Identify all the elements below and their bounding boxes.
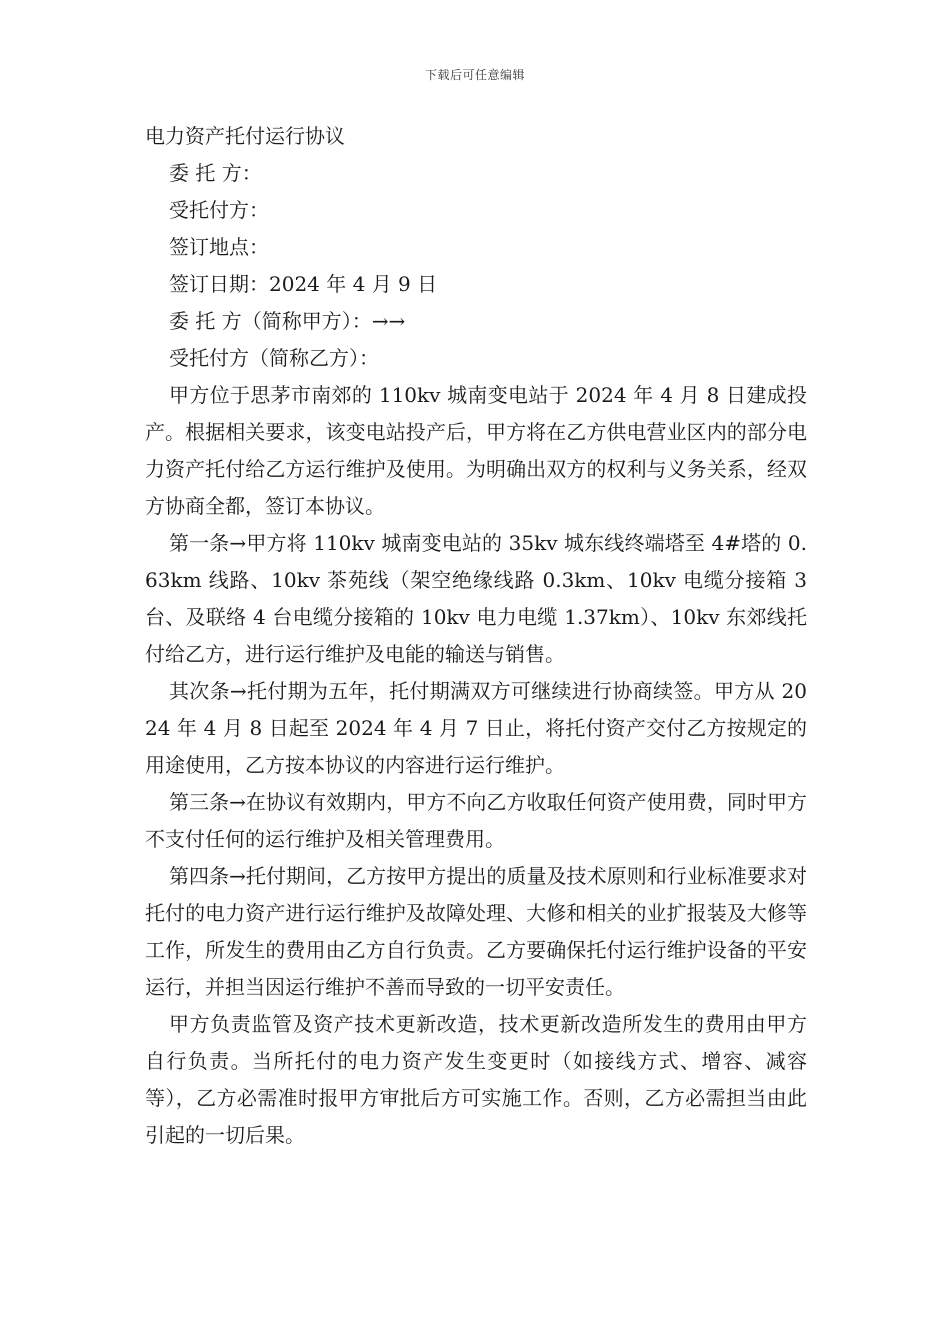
document-title: 电力资产托付运行协议 (145, 124, 345, 148)
field-party-b (145, 340, 807, 377)
field-entrusted-party (145, 192, 807, 229)
field-label: 受托付方： (169, 198, 269, 222)
field-value: 2024 年 4 月 9 日 (269, 272, 438, 296)
paragraph-article-2: 其次条→托付期为五年，托付期满双方可继续进行协商续签。甲方从 2024 年 4 月 8 日起至 2024 年 4 月 7 日止，将托付资产交付乙方按规定的用途使用，乙方按本协议的内容进行运行维护。 (145, 679, 807, 777)
header-note: 下载后可任意编辑 (424, 68, 525, 82)
field-label: 签订地点： (169, 235, 269, 259)
field-label: 委 托 方（简称甲方）： (169, 309, 372, 333)
field-value: →→ (371, 309, 406, 333)
paragraph-article-1: 第一条→甲方将 110kv 城南变电站的 35kv 城东线终端塔至 4#塔的 0.63km 线路、10kv 茶苑线（架空绝缘线路 0.3km、10kv 电缆分接箱 3 台、及联络 4 台电缆分接箱的 10kv 电力电缆 1.37km）、10kv 东郊线托付给乙方，进行运行维护及电能的输送与销售。 (145, 531, 807, 666)
field-party-a (145, 303, 807, 340)
paragraph-supervision: 甲方负责监管及资产技术更新改造，技术更新改造所发生的费用由甲方自行负责。当所托付的电力资产发生变更时（如接线方式、增容、减容等），乙方必需准时报甲方审批后方可实施工作。否则，乙方必需担当由此引起的一切后果。 (145, 1012, 807, 1147)
document-body (145, 118, 807, 1154)
field-signing-date (145, 266, 807, 303)
paragraph-article-3: 第三条→在协议有效期内，甲方不向乙方收取任何资产使用费，同时甲方不支付任何的运行维护及相关管理费用。 (145, 790, 807, 851)
field-entrusting-party (145, 155, 807, 192)
field-signing-place (145, 229, 807, 266)
field-label: 签订日期： (169, 272, 269, 296)
paragraph-intro: 甲方位于思茅市南郊的 110kv 城南变电站于 2024 年 4 月 8 日建成投产。根据相关要求，该变电站投产后，甲方将在乙方供电营业区内的部分电力资产托付给乙方运行维护及使用。为明确出双方的权利与义务关系，经双方协商全都，签订本协议。 (145, 383, 807, 518)
field-label: 委 托 方： (169, 161, 262, 185)
field-label: 受托付方（简称乙方）： (169, 346, 379, 370)
paragraph-article-4: 第四条→托付期间，乙方按甲方提出的质量及技术原则和行业标准要求对托付的电力资产进行运行维护及故障处理、大修和相关的业扩报装及大修等工作，所发生的费用由乙方自行负责。乙方要确保托付运行维护设备的平安运行，并担当因运行维护不善而导致的一切平安责任。 (145, 864, 807, 999)
